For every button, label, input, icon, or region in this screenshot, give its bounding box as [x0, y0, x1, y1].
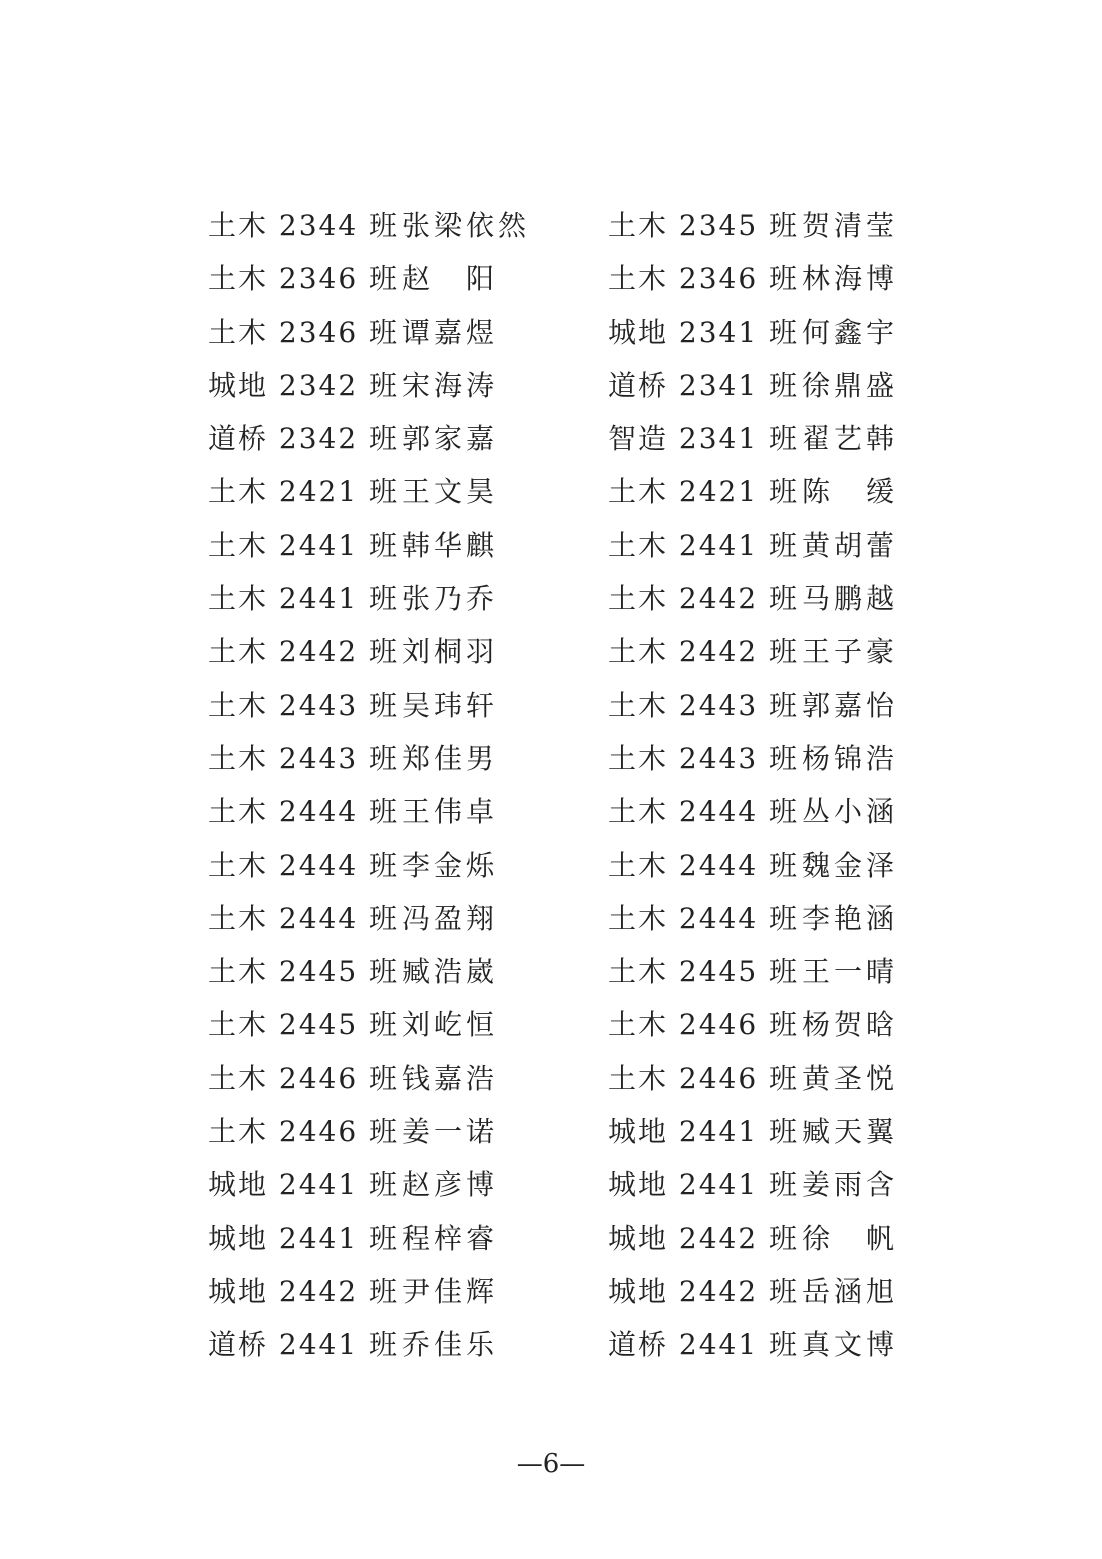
left-student-name: 冯盈翔	[402, 901, 499, 935]
right-class-label: 智造 2341 班	[608, 422, 800, 456]
right-student-name: 徐 帆	[802, 1221, 899, 1255]
left-class-label: 土木 2443 班	[208, 741, 400, 775]
right-student-name: 徐鼎盛	[802, 368, 899, 402]
left-class-label: 土木 2443 班	[208, 688, 400, 722]
left-student-name: 乔佳乐	[402, 1328, 499, 1362]
left-class-label: 城地 2441 班	[208, 1221, 400, 1255]
left-student-name: 张梁依然	[402, 209, 531, 242]
left-student-name: 钱嘉浩	[402, 1061, 499, 1095]
left-class-label: 土木 2445 班	[208, 1008, 400, 1042]
left-class-label: 土木 2421 班	[208, 475, 400, 509]
roster-row	[0, 733, 1102, 786]
right-student-name: 翟艺韩	[802, 422, 899, 456]
roster-row	[0, 1053, 1102, 1106]
left-class-label: 土木 2346 班	[208, 262, 400, 296]
right-class-label: 城地 2441 班	[608, 1115, 800, 1149]
right-student-name: 魏金泽	[802, 848, 899, 882]
left-class-label: 土木 2446 班	[208, 1061, 400, 1095]
left-student-name: 宋海涛	[402, 368, 499, 402]
left-student-name: 程梓睿	[402, 1221, 499, 1255]
left-student-name: 张乃乔	[402, 582, 499, 616]
right-student-name: 杨锦浩	[802, 741, 899, 775]
right-student-name: 贺清莹	[802, 209, 899, 242]
left-student-name: 赵彦博	[402, 1168, 499, 1202]
left-class-label: 土木 2445 班	[208, 955, 400, 989]
left-student-name: 郭家嘉	[402, 422, 499, 456]
left-student-name: 王文昊	[402, 475, 499, 509]
left-class-label: 土木 2441 班	[208, 582, 400, 616]
left-student-name: 尹佳辉	[402, 1274, 499, 1308]
right-class-label: 土木 2446 班	[608, 1008, 800, 1042]
roster-row	[0, 466, 1102, 519]
roster-row	[0, 893, 1102, 946]
right-student-name: 岳涵旭	[802, 1274, 899, 1308]
right-student-name: 杨贺晗	[802, 1008, 899, 1042]
right-student-name: 臧天翼	[802, 1115, 899, 1149]
right-student-name: 王一晴	[802, 955, 899, 989]
left-class-label: 道桥 2441 班	[208, 1328, 400, 1362]
left-class-label: 城地 2442 班	[208, 1274, 400, 1308]
roster-row	[0, 680, 1102, 733]
roster-row	[0, 1213, 1102, 1266]
left-class-label: 土木 2346 班	[208, 315, 400, 349]
left-student-name: 李金烁	[402, 848, 499, 882]
right-class-label: 城地 2341 班	[608, 315, 800, 349]
left-class-label: 土木 2444 班	[208, 795, 400, 829]
right-student-name: 王子豪	[802, 635, 899, 669]
roster-row	[0, 520, 1102, 573]
roster-row	[0, 1266, 1102, 1319]
left-class-label: 土木 2444 班	[208, 848, 400, 882]
left-student-name: 郑佳男	[402, 741, 499, 775]
left-student-name: 王伟卓	[402, 795, 499, 829]
right-class-label: 土木 2345 班	[608, 209, 800, 242]
right-student-name: 黄圣悦	[802, 1061, 899, 1095]
left-class-label: 土木 2442 班	[208, 635, 400, 669]
left-class-label: 道桥 2342 班	[208, 422, 400, 456]
roster-row	[0, 946, 1102, 999]
left-class-label: 土木 2446 班	[208, 1115, 400, 1149]
roster-row	[0, 840, 1102, 893]
left-student-name: 姜一诺	[402, 1115, 499, 1149]
right-class-label: 土木 2446 班	[608, 1061, 800, 1095]
roster-row	[0, 999, 1102, 1052]
right-student-name: 姜雨含	[802, 1168, 899, 1202]
right-student-name: 林海博	[802, 262, 899, 296]
right-class-label: 土木 2445 班	[608, 955, 800, 989]
roster-row	[0, 1106, 1102, 1159]
right-class-label: 土木 2444 班	[608, 901, 800, 935]
right-class-label: 土木 2443 班	[608, 688, 800, 722]
right-class-label: 道桥 2341 班	[608, 368, 800, 402]
right-student-name: 黄胡蕾	[802, 528, 899, 562]
left-class-label: 土木 2344 班	[208, 209, 400, 242]
left-class-label: 城地 2441 班	[208, 1168, 400, 1202]
right-class-label: 土木 2444 班	[608, 848, 800, 882]
left-class-label: 土木 2441 班	[208, 528, 400, 562]
roster-row	[0, 307, 1102, 360]
right-class-label: 道桥 2441 班	[608, 1328, 800, 1362]
left-class-label: 城地 2342 班	[208, 368, 400, 402]
right-class-label: 土木 2444 班	[608, 795, 800, 829]
right-class-label: 土木 2421 班	[608, 475, 800, 509]
right-class-label: 土木 2442 班	[608, 582, 800, 616]
roster-row	[0, 253, 1102, 306]
right-student-name: 李艳涵	[802, 901, 899, 935]
roster-row	[0, 200, 1102, 253]
right-student-name: 何鑫宇	[802, 315, 899, 349]
page-number: —6—	[516, 1449, 586, 1479]
roster-row	[0, 1319, 1102, 1372]
roster-row	[0, 360, 1102, 413]
right-class-label: 土木 2443 班	[608, 741, 800, 775]
left-student-name: 臧浩崴	[402, 955, 499, 989]
right-class-label: 土木 2346 班	[608, 262, 800, 296]
roster-row	[0, 413, 1102, 466]
right-class-label: 城地 2442 班	[608, 1274, 800, 1308]
right-student-name: 陈 缓	[802, 475, 899, 509]
right-student-name: 真文博	[802, 1328, 899, 1362]
right-class-label: 土木 2442 班	[608, 635, 800, 669]
roster-row	[0, 626, 1102, 679]
roster-row	[0, 1159, 1102, 1212]
left-student-name: 吴玮轩	[402, 688, 499, 722]
student-roster	[0, 200, 1102, 1373]
right-student-name: 丛小涵	[802, 795, 899, 829]
left-student-name: 谭嘉煜	[402, 315, 499, 349]
right-class-label: 城地 2442 班	[608, 1221, 800, 1255]
roster-row	[0, 786, 1102, 839]
left-class-label: 土木 2444 班	[208, 901, 400, 935]
left-student-name: 刘桐羽	[402, 635, 499, 669]
left-student-name: 韩华麒	[402, 528, 499, 562]
right-class-label: 城地 2441 班	[608, 1168, 800, 1202]
roster-row	[0, 573, 1102, 626]
right-class-label: 土木 2441 班	[608, 528, 800, 562]
left-student-name: 赵 阳	[402, 262, 499, 296]
right-student-name: 马鹏越	[802, 582, 899, 616]
left-student-name: 刘屹恒	[402, 1008, 499, 1042]
right-student-name: 郭嘉怡	[802, 688, 899, 722]
